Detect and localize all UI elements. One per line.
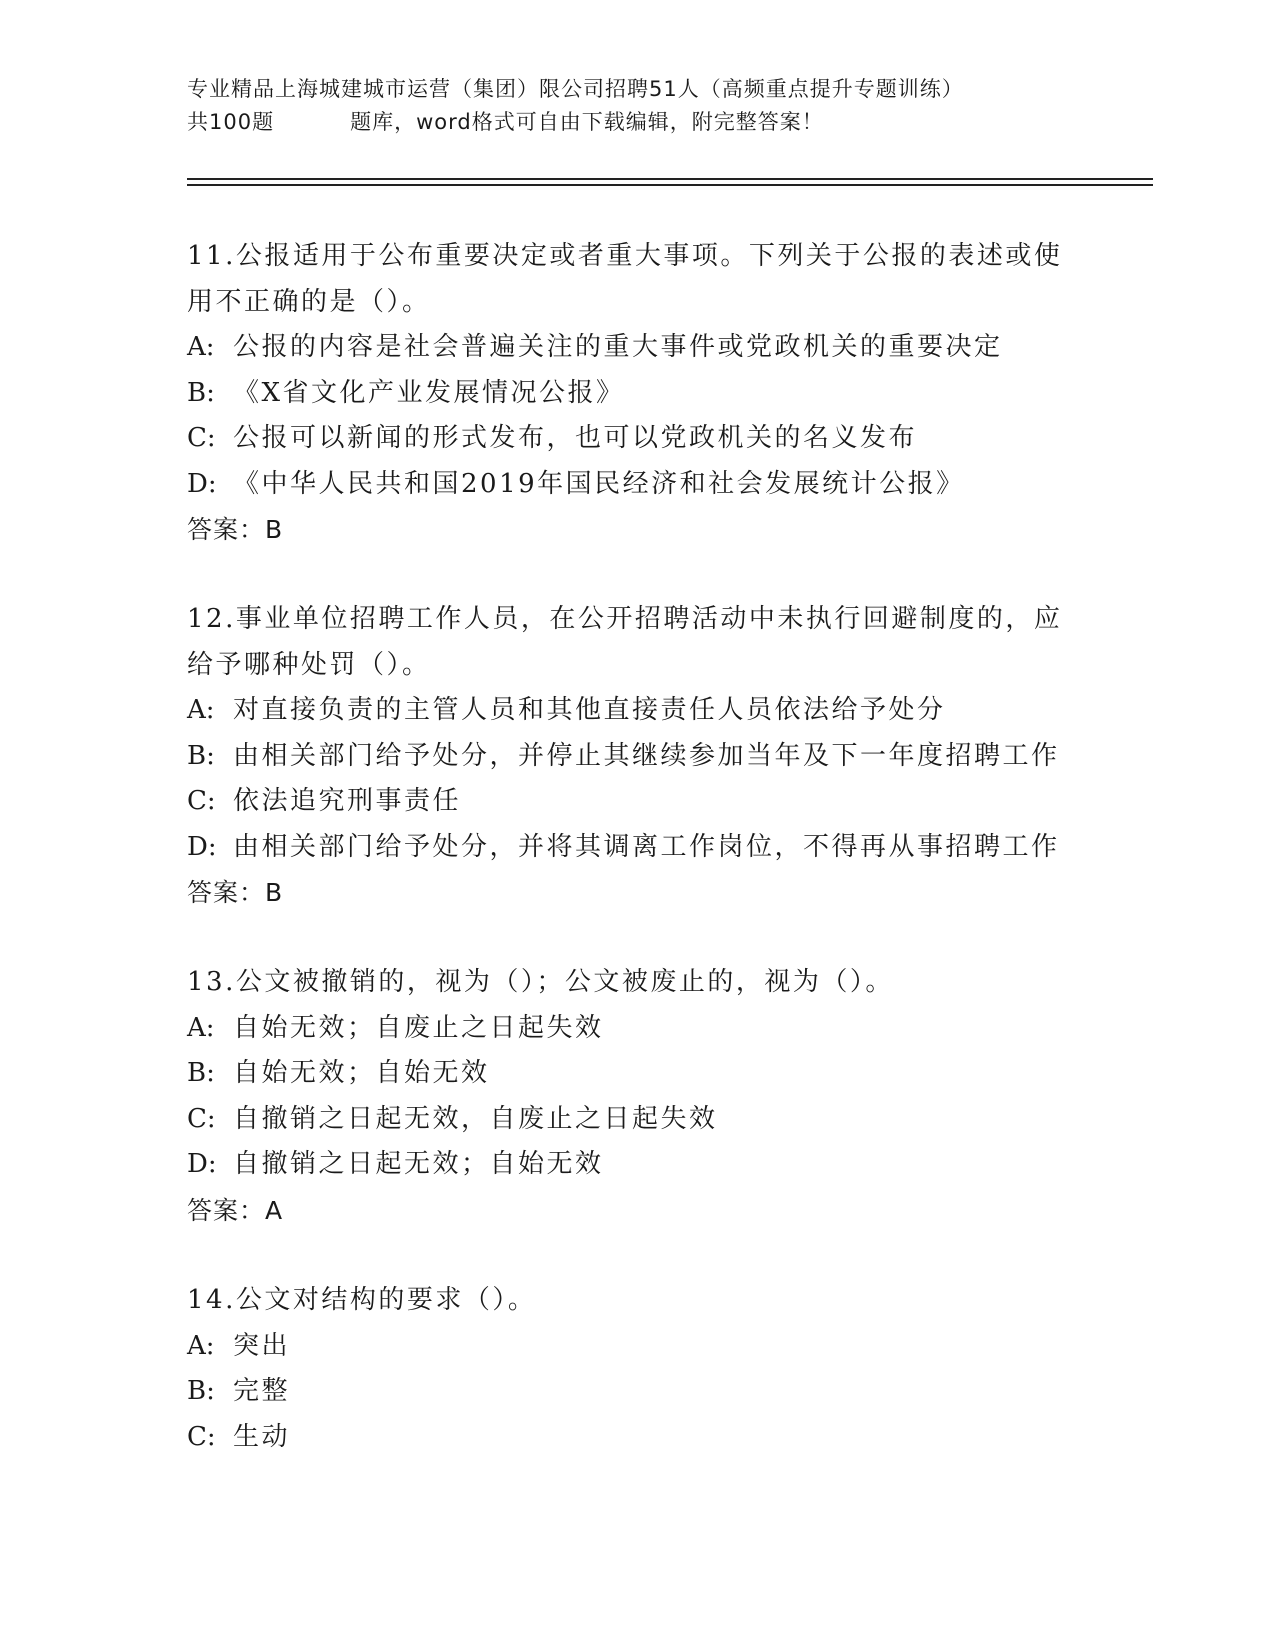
option-c — [187, 779, 1087, 825]
option-b — [187, 1369, 1087, 1415]
option-text: 依法追究刑事责任 — [233, 786, 462, 816]
option-text: 公报可以新闻的形式发布，也可以党政机关的名义发布 — [233, 423, 918, 453]
header-divider-bottom — [187, 184, 1153, 186]
option-b — [187, 734, 1087, 780]
option-letter: B: — [187, 1376, 215, 1406]
option-letter: A: — [187, 695, 215, 725]
option-text: 《中华人民共和国2019年国民经济和社会发展统计公报》 — [233, 468, 965, 499]
option-letter: C: — [187, 1103, 216, 1134]
option-letter: B: — [187, 377, 215, 408]
question-stem: 14.公文对结构的要求（）。 — [187, 1285, 537, 1315]
option-letter: A: — [187, 1330, 215, 1361]
option-b — [187, 371, 1087, 417]
option-b — [187, 1051, 1087, 1097]
option-c — [187, 1097, 1087, 1143]
option-letter: D: — [187, 1149, 217, 1179]
option-letter: B: — [187, 740, 215, 771]
option-text: 对直接负责的主管人员和其他直接责任人员依法给予处分 — [233, 695, 946, 725]
option-letter: D: — [187, 468, 217, 499]
answer-label: 答案：A — [187, 1195, 284, 1225]
option-letter: C: — [187, 423, 216, 453]
option-letter: A: — [187, 1012, 215, 1043]
option-text: 生动 — [233, 1421, 291, 1452]
question-stem: 13.公文被撤销的，视为（）；公文被废止的，视为（）。 — [187, 967, 894, 997]
document-header — [187, 73, 1087, 139]
answer-label: 答案：B — [187, 515, 284, 544]
option-letter: C: — [187, 1421, 216, 1452]
option-a — [187, 1006, 1087, 1052]
option-text: 由相关部门给予处分，并将其调离工作岗位，不得再从事招聘工作 — [233, 831, 1060, 862]
question-13 — [187, 960, 1087, 1233]
option-a — [187, 325, 1087, 371]
option-d — [187, 825, 1087, 871]
question-stem: 12.事业单位招聘工作人员，在公开招聘活动中未执行回避制度的，应给予哪种处罚（）。 — [187, 604, 1063, 680]
answer-label: 答案：B — [187, 878, 284, 907]
header-subtitle-line — [187, 106, 1087, 139]
option-text: 自撤销之日起无效；自始无效 — [233, 1149, 604, 1179]
option-d — [187, 462, 1087, 508]
option-text: 由相关部门给予处分，并停止其继续参加当年及下一年度招聘工作 — [233, 740, 1060, 771]
question-12 — [187, 597, 1087, 916]
option-letter: D: — [187, 831, 217, 862]
option-letter: C: — [187, 786, 216, 816]
option-text: 完整 — [233, 1376, 291, 1406]
question-14 — [187, 1278, 1087, 1460]
option-c — [187, 416, 1087, 462]
option-a — [187, 1324, 1087, 1370]
question-stem: 11.公报适用于公布重要决定或者重大事项。下列关于公报的表述或使用不正确的是（）。 — [187, 241, 1063, 317]
option-text: 自撤销之日起无效，自废止之日起失效 — [233, 1103, 718, 1134]
option-text: 《X省文化产业发展情况公报》 — [233, 377, 625, 408]
option-text: 突出 — [233, 1330, 291, 1361]
option-a — [187, 688, 1087, 734]
option-c — [187, 1415, 1087, 1461]
header-title-line: 专业精品上海城建城市运营（集团）限公司招聘51人（高频重点提升专题训练） — [187, 77, 964, 101]
option-text: 自始无效；自废止之日起失效 — [233, 1012, 604, 1043]
option-text: 公报的内容是社会普遍关注的重大事件或党政机关的重要决定 — [233, 332, 1003, 362]
option-d — [187, 1142, 1087, 1188]
header-question-count: 共100题 — [187, 110, 275, 134]
header-divider-top — [187, 178, 1153, 180]
option-letter: A: — [187, 332, 215, 362]
header-description: 题库，word格式可自由下载编辑，附完整答案！ — [350, 110, 824, 134]
option-text: 自始无效；自始无效 — [233, 1058, 490, 1088]
question-11 — [187, 234, 1087, 553]
option-letter: B: — [187, 1058, 215, 1088]
